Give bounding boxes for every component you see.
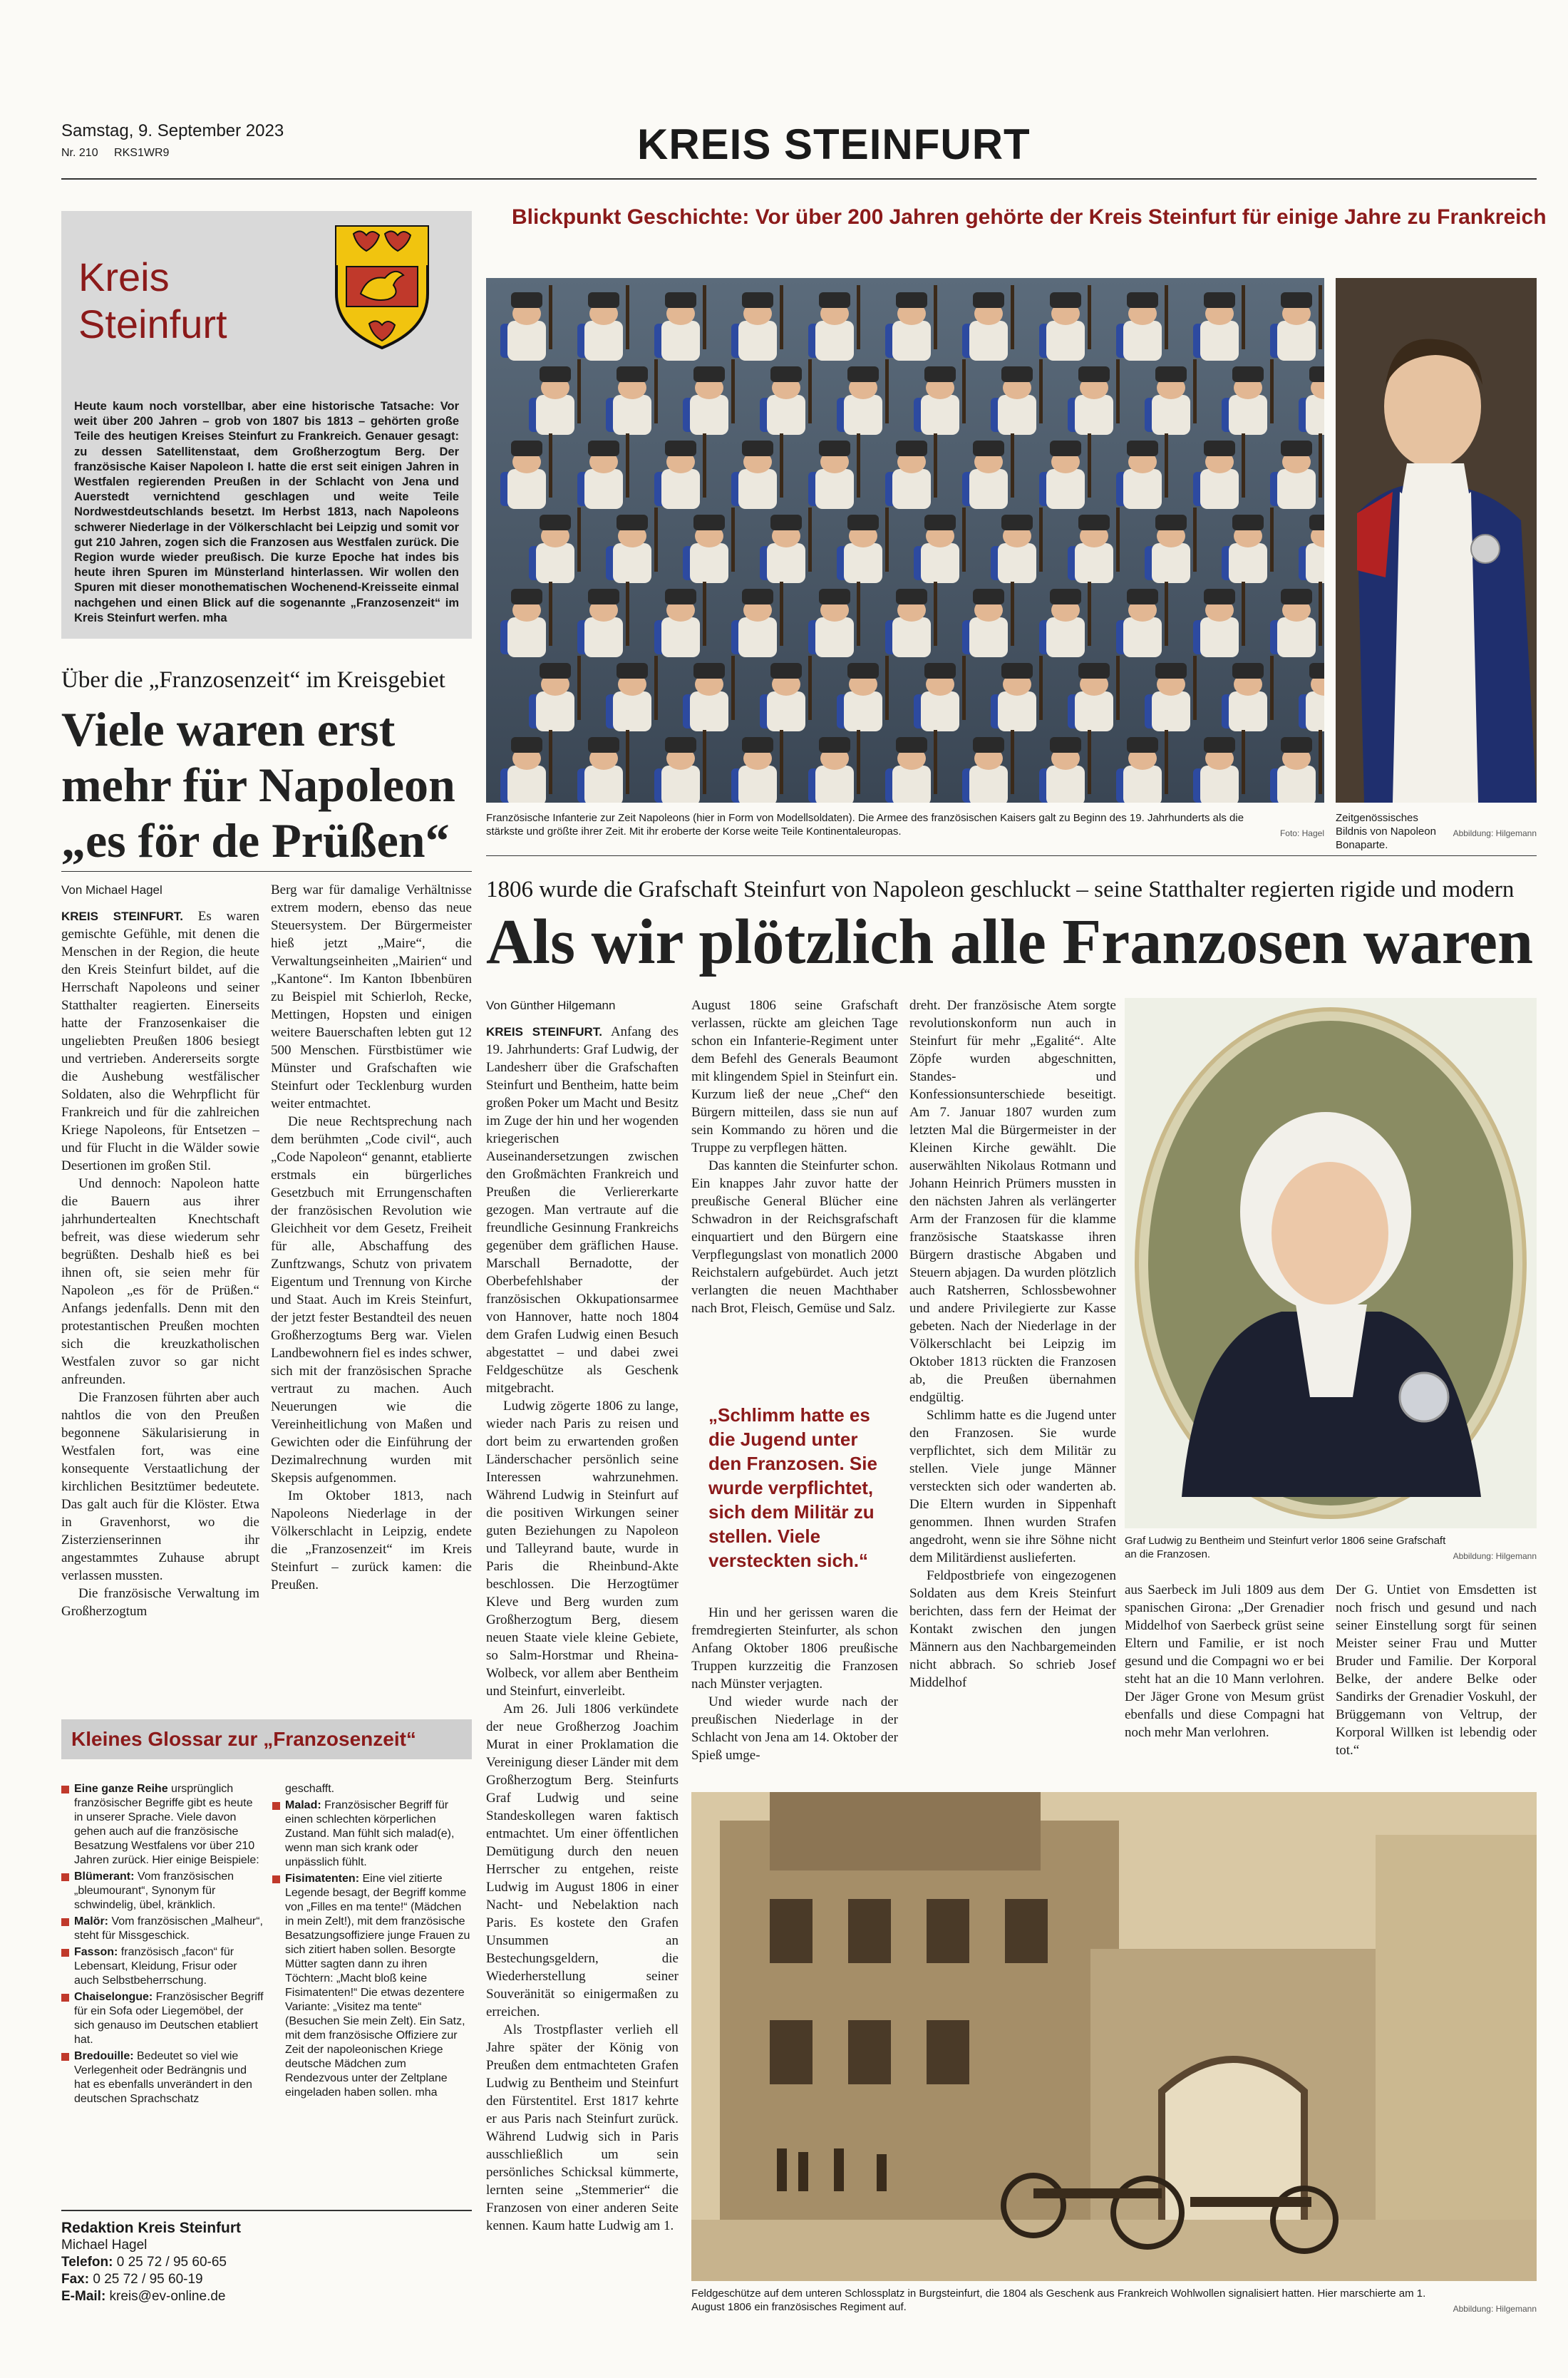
article2-column2b — [691, 1604, 898, 1775]
model-soldiers-photo — [486, 278, 1324, 803]
article2-paragraph: Das kannten die Steinfurter schon. Ein knappes Jahr zuvor hatte der preußische General Blücher eine Schwadron in der Reichsgrafschaft einquartiert und den Bürgern eine Verpflegungslast von monatlich 2000 Reichstalern aufgebürdet. Auch jetzt verlangten die neuen Machthaber nach Brot, Fleisch, Gemüse und Salz. — [691, 1158, 898, 1316]
castle-square-photo — [691, 1792, 1537, 2281]
sidebar-box — [61, 211, 472, 639]
glossary-entry: Malad: Französischer Begriff für einen schlechten körperlichen Zustand. Man fühlt sich malad(e), wenn man sich krank oder unpässlich fühlt. — [272, 1798, 472, 1870]
article1-byline: Von Michael Hagel — [61, 883, 163, 897]
article2-column5 — [1336, 1581, 1537, 1781]
article2-paragraph: Und wieder wurde nach der preußischen Niederlage in der Schlacht von Jena am 14. Oktober der Spieß umge- — [691, 1694, 898, 1763]
article2-kicker: 1806 wurde die Grafschaft Steinfurt von Napoleon geschluckt – seine Statthalter regierten rigide und modern — [486, 877, 1515, 902]
soldiers-credit: Foto: Hagel — [1279, 828, 1324, 838]
article1-rule — [61, 871, 472, 872]
issue-number — [61, 147, 169, 160]
article1-paragraph: Die neue Rechtsprechung nach dem berühmten „Code civil“, auch „Code Napoleon“ genannt, etablierte erstmals ein bürgerliches Gesetzbuch mit Errungenschaften der französischen Revolution wie Gleichheit vor dem Gesetz, Freiheit für alle, Abschaffung des Zunftzwangs, Schutz von privatem Eigentum und Trennung von Kirche und Staat. Auch im Kreis Steinfurt, der jetzt fester Bestandteil des neuen Großherzogtums Berg war. Vielen Landbewohnern fiel es indes schwer, sich mit der französischen Sprache vertraut zu machen. Auch Neuerungen wie die Vereinheitlichung von Maßen und Gewichten oder die Einführung der Dezimalrechnung wurden mit Skepsis aufgenommen. — [271, 1114, 472, 1486]
glossary-column1 — [61, 1782, 264, 2181]
sidebar-intro: Heute kaum noch vorstellbar, aber eine historische Tatsache: Vor weit über 200 Jahren – grob von 1807 bis 1813 – gehörten große Teile des heutigen Kreises Steinfurt zu Frankreich. Genauer gesagt: zu dessen Satellitenstaat, dem Großherzogtum Berg. Der französische Kaiser Napoleon I. hatte die erst seit einigen Jahren in Westfalen regierenden Preußen in der Schlacht von Jena und Auerstedt vernichtend geschlagen und weite Teile Nordwestdeutschlands besetzt. Im Herbst 1813, nach Napoleons schwerer Niederlage in der Völkerschlacht bei Leipzig und somit vor gut 210 Jahren, zogen sich die Franzosen aus Westfalen zurück. Die Region wurde wieder preußisch. Die kurze Epoche hat indes bis heute ihren Spuren im Münsterland hinterlassen. Wir wollen den Spuren mit dieser monothematischen Wochenend-Kreisseite einmal nachgehen und einen Blick auf die sogenannte „Franzosenzeit“ im Kreis Steinfurt werfen. mha — [74, 400, 459, 624]
contact-name: Michael Hagel — [61, 2238, 148, 2253]
graf-ludwig-portrait — [1125, 998, 1537, 1528]
article1-headline-line3: „es för de Prüßen“ — [61, 813, 450, 868]
coat-of-arms-icon — [332, 222, 432, 351]
sidebar-title — [78, 254, 227, 348]
article2-column4 — [1125, 1581, 1324, 1781]
glossary-column2 — [272, 1782, 472, 2181]
glossary-header — [61, 1719, 472, 1759]
article2-paragraph: KREIS STEINFURT. Anfang des 19. Jahrhunderts: Graf Ludwig, der Landesherr über die Grafschaften Steinfurt und Bentheim, hatte beim großen Poker um Macht und Besitz im Zuge der hin und her wogenden kriegerischen Auseinandersetzungen zwischen den Großmächten Frankreich und Preußen die Verliererkarte gezogen. Man vertraute auf die freundliche Gesinnung Frankreichs gegenüber dem gräflichen Hause. Marschall Bernadotte, der Oberbefehlshaber der französischen Okkupationsarmee von Hannover, hatte noch 1804 dem Grafen Ludwig einen Besuch abgestattet – und dabei zwei Feldgeschütze als Geschenk mitgebracht. — [486, 1024, 679, 1396]
article2-column2 — [691, 997, 898, 1396]
contact-email[interactable]: E-Mail: kreis@ev-online.de — [61, 2289, 226, 2304]
article2-paragraph: Hin und her gerissen waren die fremdregierten Steinfurter, als schon Anfang Oktober 1806 preußische Truppen kurzzeitig die Franzosen nach Münster verjagten. — [691, 1605, 898, 1692]
castle-caption: Abbildung: Hilgemann Feldgeschütze auf dem unteren Schlossplatz in Burgsteinfurt, die 1804 als Geschenk aus Frankreich Wohlwollen signalisiert hatten. Hier marschierte am 1. August 1806 ein französisches Regiment auf. — [691, 2287, 1537, 2316]
article2-headline: Als wir plötzlich alle Franzosen waren — [486, 907, 1534, 977]
contact-fax: Fax: 0 25 72 / 95 60-19 — [61, 2272, 203, 2287]
contact-phone: Telefon: 0 25 72 / 95 60-65 — [61, 2255, 227, 2270]
pull-quote: „Schlimm hatte es die Jugend unter den Franzosen. Sie wurde verpflichtet, sich dem Militär zu stellen. Viele versteckten sich.“ — [708, 1404, 877, 1571]
article2-paragraph: dreht. Der französische Atem sorgte revolutionskonform nun auch in Steinfurt für mehr „Egalité“. Alte Zöpfe wurden abgeschnitten, Standes- und Konfessionsunterschiede beseitigt. Am 7. Januar 1807 wurden zum letzten Mal die Bürgermeister in der Kleinen Kirche gewählt. Die auserwählten Nikolaus Rotmann und Johann Heinrich Prümers mussten in den nächsten Jahren als verlängerter Arm der Franzosen für die klamme französische Staatskasse ihren Bürgern drastische Abgaben und Steuern abjagen. Da wurden plötzlich auch Ratsherren, Schlossbewohner und andere Privilegierte zur Kasse gebeten. Nach der Niederlage in der Völkerschlacht bei Leipzig im Oktober 1813 rückten die Franzosen ab, die Preußen übernahmen endgültig. — [909, 998, 1116, 1405]
page-date: Samstag, 9. September 2023 — [61, 121, 284, 140]
contact-box — [61, 2220, 472, 2305]
article1-headline-line1: Viele waren erst — [61, 702, 396, 756]
article2-column3 — [909, 997, 1116, 1788]
glossary-entry: Blümerant: Vom französischen „bleumourant“, Synonym für schwindelig, übel, kränklich. — [61, 1870, 264, 1913]
article1-paragraph: KREIS STEINFURT. Es waren gemischte Gefühle, mit denen die Menschen in der Region, die heute den Kreis Steinfurt bildet, auf die Herrschaft Napoleons und seiner Statthalter reagierten. Einerseits hatte der Franzosenkaiser die ungeliebten Preußen 1806 besiegt und vertrieben. Andererseits sorgte die Aushebung westfälischer Soldaten, also die Wehrpflicht für Frankreich und für die zahlreichen Kriege Napoleons, für Entsetzen – und für Flucht in die Wälder sowie Desertionen im großen Stil. — [61, 909, 259, 1173]
glossary-entry: Bredouille: Bedeutet so viel wie Verlegenheit oder Bedrängnis und hat es ebenfalls unverändert in den deutschen Sprachschatz — [61, 2049, 264, 2106]
glossary-continuation: geschafft. — [285, 1783, 335, 1795]
castle-credit: Abbildung: Hilgemann — [1453, 2304, 1537, 2314]
glossary-entry: Fasson: französisch „facon“ für Lebensart, Kleidung, Frisur oder auch Selbstbeherrschung. — [61, 1945, 264, 1988]
glossary-entry: Malör: Vom französischen „Malheur“, steht für Missgeschick. — [61, 1915, 264, 1943]
article1-paragraph: Berg war für damalige Verhältnisse extrem modern, ebenso das neue Steuersystem. Der Bürgermeister hieß jetzt „Maire“, die Verwaltungseinheiten „Mairien“ und „Kantone“. Im Kanton Ibbenbüren zu Beispiel mit Schierloh, Recke, Mettingen, Hopsten und einigen weitere Bauerschaften lebten gut 12 500 Menschen. Fürstbistümer wie Münster und Grafschaften wie Steinfurt oder Tecklenburg wurden weiter entmachtet. — [271, 882, 472, 1111]
article2-byline: Von Günther Hilgemann — [486, 999, 616, 1012]
article2-paragraph: Ludwig zögerte 1806 zu lange, wieder nach Paris zu reisen und dort beim zu erwartenden großen Länderschacher persönlich seine Interessen wahrzunehmen. Während Ludwig in Steinfurt auf die positiven Wirkungen seiner guten Beziehungen zu Napoleon und Talleyrand baute, wurde in Paris die Rheinbund-Akte beschlossen. Die Herzogtümer Kleve und Berg wurden zum Großherzogtum Berg, diesem neuen Staate viele kleine Gebiete, so Salm-Horstmar und Rheina-Wolbeck, vor allem aber Bentheim und Steinfurt, einverleibt. — [486, 1399, 679, 1699]
glossary-entry: Eine ganze Reihe ursprünglich französischer Begriffe gibt es heute in unserer Sprache. Viele davon gehen auch auf die französische Besatzung Westfalens vor über 210 Jahren zurück. Hier einige Beispiele: — [61, 1782, 264, 1868]
header-rule — [61, 178, 1537, 180]
glossary-title: Kleines Glossar zur „Franzosenzeit“ — [71, 1728, 416, 1750]
article1-paragraph: Die Franzosen führten aber auch nahtlos die von den Preußen begonnene Säkularisierung in Westfalen fort, was eine konsequente Verstaatlichung der kirchlichen Besitztümer bedeutete. Das galt auch für die Klöster. Etwa in Gravenhorst, wo die Zisterzienserinnen ihr angestammtes Zuhause abrupt verlassen mussten. — [61, 1390, 259, 1583]
contact-rule — [61, 2210, 472, 2211]
article1-kicker: Über die „Franzosenzeit“ im Kreisgebiet — [61, 667, 445, 693]
article2-paragraph: Am 26. Juli 1806 verkündete der neue Großherzog Joachim Murat in einer Proklamation die Vereinigung dieser Länder mit dem Großherzogtum Berg. Steinfurts Graf Ludwig und seine Standeskollegen waren faktisch entmachtet. Um einer öffentlichen Demütigung durch den neuen Herrscher zu entgehen, reiste Ludwig im August 1806 in einer Nacht- und Nebelaktion nach Paris. Es kostete den Grafen Unsummen an Bestechungsgeldern, die Wiederherstellung seiner Souveränität so einigermaßen zu erreichen. — [486, 1702, 679, 2019]
article1-headline — [61, 701, 455, 868]
napoleon-caption: Abbildung: Hilgemann Zeitgenössisches Bildnis von Napoleon Bonaparte. — [1336, 812, 1537, 851]
article1-paragraph: Und dennoch: Napoleon hatte die Bauern aus ihrer jahrhundertealten Knechtschaft befreit, was diese wiederum sehr begrüßten. Deshalb hieß es bei ihnen oft, sie seien mehr für Napoleon „es för de Prüßen.“ Anfangs jedenfalls. Denn mit den protestantischen Preußen mochten sich die kreuzkatholischen Westfalen zuvor so gar nicht anfreunden. — [61, 1176, 259, 1387]
article1-paragraph: Die französische Verwaltung im Großherzogtum — [61, 1586, 259, 1619]
article2-paragraph: Der G. Untiet von Emsdetten ist noch frisch und gesund und nach seiner Einstellung sorgt für seinen Meister seiner Frau und Mutter Bruder und Familie. Der Korporal Belke, der andere Belke oder Sandirks der Grenadier Voskuhl, der Brüggemann von Veltrup, der Korporal Willken ist lebendig oder tot.“ — [1336, 1582, 1537, 1758]
page-kicker: Blickpunkt Geschichte: Vor über 200 Jahren gehörte der Kreis Steinfurt für einige Jahre zu Frankreich — [512, 205, 1547, 229]
article2-paragraph: Feldpostbriefe von eingezogenen Soldaten aus dem Kreis Steinfurt berichten, dass fern der Heimat der Kontakt zwischen den jungen Männern aus den Nachbargemeinden nicht abbrach. So schrieb Josef Middelhof — [909, 1568, 1116, 1690]
article1-dateline: KREIS STEINFURT. — [61, 910, 183, 923]
glossary-entry: Chaiselongue: Französischer Begriff für ein Sofa oder Liegemöbel, der sich genauso im Deutschen etabliert hat. — [61, 1990, 264, 2047]
article2-paragraph: Als Trostpflaster verlieh ell Jahre später der König von Preußen dem entmachteten Grafen Ludwig zu Bentheim und Steinfurt den Fürstentitel. Erst 1817 kehrte er aus Paris nach Steinfurt zurück. Während Ludwig sich in Paris ausschließlich um sein persönliches Schicksal kümmerte, lernten seine „Stemmerier“ die Franzosen von einer anderen Seite kennen. Kaum hatte Ludwig am 1. — [486, 2022, 679, 2233]
ludwig-credit: Abbildung: Hilgemann — [1453, 1551, 1537, 1561]
article1-paragraph: Im Oktober 1813, nach Napoleons Niederlage in der Völkerschlacht in Leipzig, endete die „Franzosenzeit“ im Kreis Steinfurt – zurück kamen: die Preußen. — [271, 1488, 472, 1592]
sidebar-title-line1: Kreis — [78, 254, 170, 299]
article2-top-rule — [486, 855, 1537, 856]
article2-dateline: KREIS STEINFURT. — [486, 1025, 603, 1039]
section-title: KREIS STEINFURT — [637, 120, 1031, 168]
glossary-entry: Fisimatenten: Eine viel zitierte Legende besagt, der Begriff komme von „Filles en ma tente!“ (Mädchen in mein Zelt!), mit dem französische Besatzungsoffiziere junge Frauen zu sich zitiert haben sollen. Besorgte Mütter sagten dann zu ihren Töchtern: „Macht bloß keine Fisimatenten!“ Die etwas dezentere Variante: „Visitez ma tente“ (Besuchen Sie mein Zelt). Ein Satz, mit dem französische Offiziere zur Zeit der napoleonischen Kriege deutsche Mädchen zum Rendezvous unter der Zeltplane eingeladen haben sollen. mha — [272, 1872, 472, 2100]
soldiers-caption: Foto: Hagel Französische Infanterie zur Zeit Napoleons (hier in Form von Modellsoldaten). Die Armee des französischen Kaisers galt zu Beginn des 19. Jahrhunderts als die stärkste und größte ihrer Zeit. Mit ihr eroberte der Korse weite Teile Kontinentaleuropas. — [486, 811, 1324, 840]
sidebar-title-line2: Steinfurt — [78, 302, 227, 346]
article2-paragraph: aus Saerbeck im Juli 1809 aus dem spanischen Girona: „Der Grenadier Middelhof von Saerbeck grüst seine Eltern und Familie, er ist noch gesund und die Compagni wo er bei steht hat an die 10 Mann verlohren. Der Jäger Grone von Mesum grüst ebenfalls und diese Compagni hat noch mehr Man verlohren. — [1125, 1582, 1324, 1740]
issue-code: RKS1WR9 — [114, 147, 170, 159]
article1-headline-line2: mehr für Napoleon — [61, 758, 455, 812]
ludwig-caption: Abbildung: Hilgemann Graf Ludwig zu Bentheim und Steinfurt verlor 1806 seine Grafschaft an die Franzosen. — [1125, 1534, 1537, 1563]
article2-paragraph: August 1806 seine Grafschaft verlassen, rückte am gleichen Tage schon ein Infanterie-Regiment unter dem Befehl des Generals Beaumont mit klingendem Spiel in Steinfurt ein. Kurzum ließ der neue „Chef“ den Bürgern mitteilen, dass sie nun auf sein Kommando zu hören und die Truppe zu verpflegen hätten. — [691, 998, 898, 1155]
article2-column1 — [486, 997, 679, 2351]
issue-label: Nr. 210 — [61, 147, 98, 159]
contact-title: Redaktion Kreis Steinfurt — [61, 2220, 242, 2236]
article2-paragraph: Schlimm hatte es die Jugend unter den Franzosen. Sie wurde verpflichtet, sich dem Militär zu stellen. Viele junge Männer versteckten sich oder wanderten ab. Die Eltern wurden in Sippenhaft genommen. Ihnen wurden Strafen angedroht, wenn sie ihre Söhne nicht dem Militärdienst auslieferten. — [909, 1408, 1116, 1565]
article1-column2 — [271, 881, 472, 1701]
napoleon-portrait — [1336, 278, 1537, 803]
napoleon-credit: Abbildung: Hilgemann — [1453, 828, 1537, 838]
article1-column1 — [61, 881, 259, 1701]
